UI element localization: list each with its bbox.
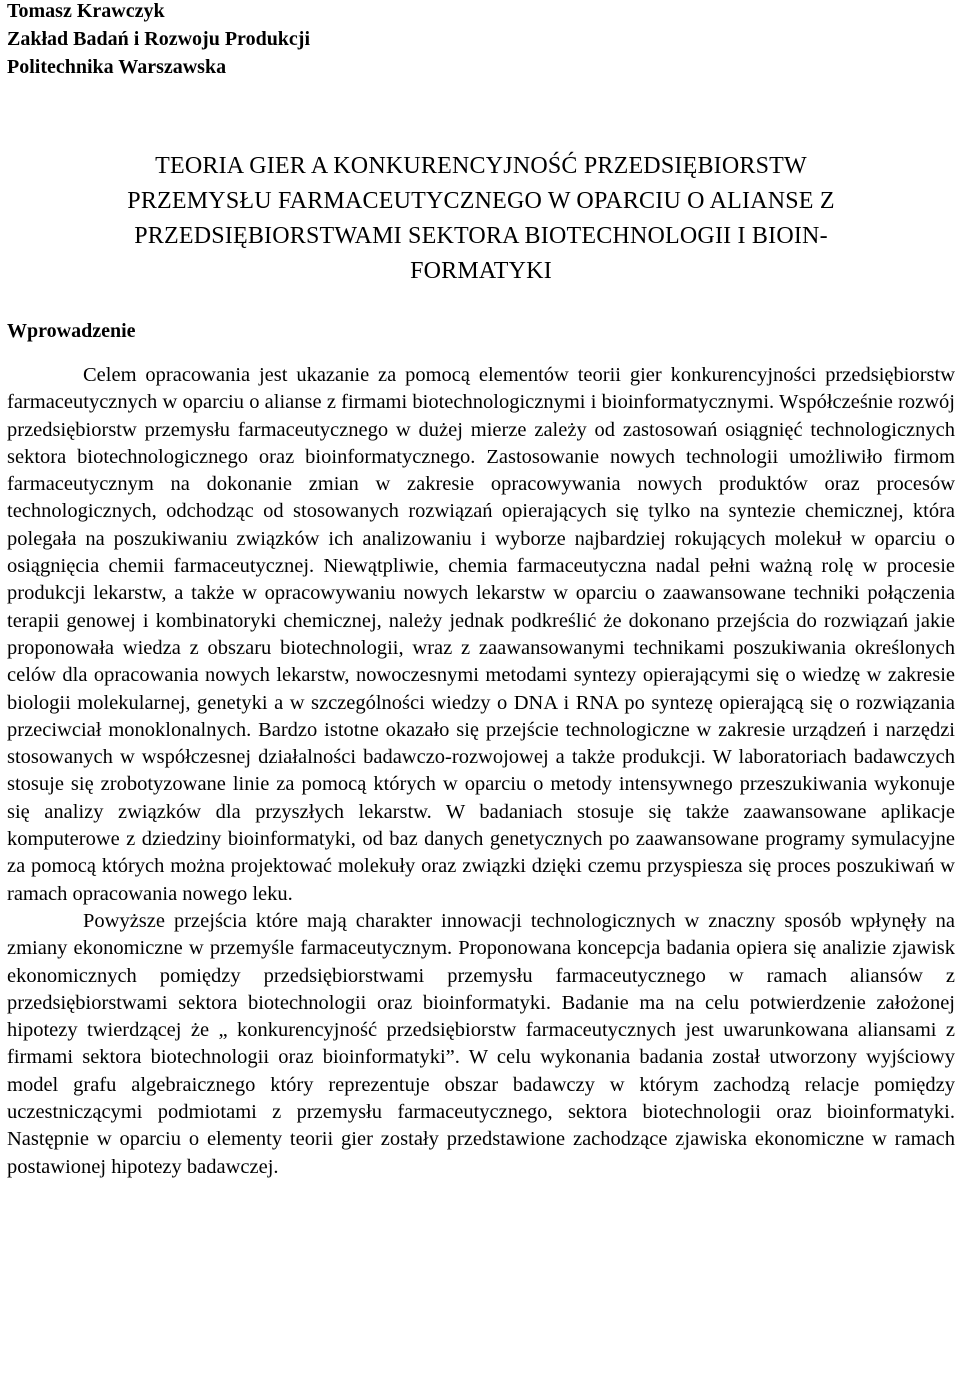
- paragraph: Celem opracowania jest ukazanie za pomocą elementów teorii gier konkurencyjności przedsiębiorstw farmaceutycznych w oparciu o alianse z firmami biotechnologicznymi i bioinformatycznymi. Współcześnie rozwój przedsiębiorstw przemysłu farmaceutycznego w dużej mierze zależy od zastosowań osiągnięć technologicznych sektora biotechnologicznego oraz bioinformatycznego. Zastosowanie nowych technologii umożliwiło firmom farmaceutycznym na dokonanie zmian w zakresie opracowywania nowych produktów oraz procesów technologicznych, odchodząc od stosowanych rozwiązań opierających się tylko na syntezie chemicznej, która polegała na poszukiwaniu związków ich analizowaniu i wyborze najbardziej rokujących molekuł w oparciu o osiągnięcia chemii farmaceutycznej. Niewątpliwie, chemia farmaceutyczna nadal pełni ważną rolę w procesie produkcji lekarstw, a także w opracowywaniu nowych lekarstw w oparciu o zaawansowane techniki połączenia terapii genowej i kombinatoryki chemicznej, należy jednak podkreślić że dokonano przejścia do rozwiązań jakie proponowała wiedza z obszaru biotechnologii, wraz z zaawansowanymi technikami poszukiwania określonych celów dla opracowania nowych lekarstw, nowoczesnymi metodami syntezy opierającymi się o wiedzę w zakresie biologii molekularnej, genetyki a w szczególności wiedzy o DNA i RNA po syntezę opierającą się o rozwiązania przeciwciał monoklonalnych. Bardzo istotne okazało się przejście technologiczne w zakresie urządzeń i narzędzi stosowanych w współczesnej działalności badawczo-rozwojowej a także produkcji. W laboratoriach badawczych stosuje się zrobotyzowane linie za pomocą których w oparciu o metody intensywnego przeszukiwania wykonuje się analizy związków dla przyszłych lekarstw. W badaniach stosuje się także zaawansowane aplikacje komputerowe z dziedziny bioinformatyki, od baz danych genetycznych po zaawansowane programy symulacyjne za pomocą których można projektować molekuły oraz związki dzięki czemu przyspiesza się proces poszukiwań w ramach opracowania nowego leku.: [7, 364, 955, 905]
- author-name: Tomasz Krawczyk: [7, 0, 165, 22]
- paper-title: [7, 149, 955, 289]
- section-heading: Wprowadzenie: [7, 320, 136, 342]
- author-block: [7, 0, 955, 81]
- author-university: Politechnika Warszawska: [7, 56, 227, 78]
- title-line: PRZEDSIĘBIORSTWAMI SEKTORA BIOTECHNOLOGII I BIOIN-: [134, 223, 828, 249]
- title-line: PRZEMYSŁU FARMACEUTYCZNEGO W OPARCIU O ALIANSE Z: [127, 188, 835, 214]
- author-department: Zakład Badań i Rozwoju Produkcji: [7, 28, 311, 50]
- document-page: [7, 0, 955, 1181]
- paragraph: Powyższe przejścia które mają charakter innowacji technologicznych w znaczny sposób wpłynęły na zmiany ekonomiczne w przemyśle farmaceutycznym. Proponowana koncepcja badania opiera się analizie zjawisk ekonomicznych pomiędzy przedsiębiorstwami przemysłu farmaceutycznego w ramach aliansów z przedsiębiorstwami sektora biotechnologii oraz bioinformatyki. Badanie ma na celu potwierdzenie założonej hipotezy twierdzącej że „ konkurencyjność przedsiębiorstw farmaceutycznych jest uwarunkowana aliansami z firmami sektora biotechnologii oraz bioinformatyki”. W celu wykonania badania został utworzony wyjściowy model grafu algebraicznego który reprezentuje obszar badawczy w którym zachodzą relacje pomiędzy uczestniczącymi podmiotami z przemysłu farmaceutycznego, sektora biotechnologii oraz bioinformatyki. Następnie w oparciu o elementy teorii gier zostały przedstawione zachodzące zjawiska ekonomiczne w ramach postawionej hipotezy badawczej.: [7, 909, 955, 1178]
- title-line: TEORIA GIER A KONKURENCYJNOŚĆ PRZEDSIĘBIORSTW: [155, 153, 807, 179]
- title-line: FORMATYKI: [410, 258, 552, 284]
